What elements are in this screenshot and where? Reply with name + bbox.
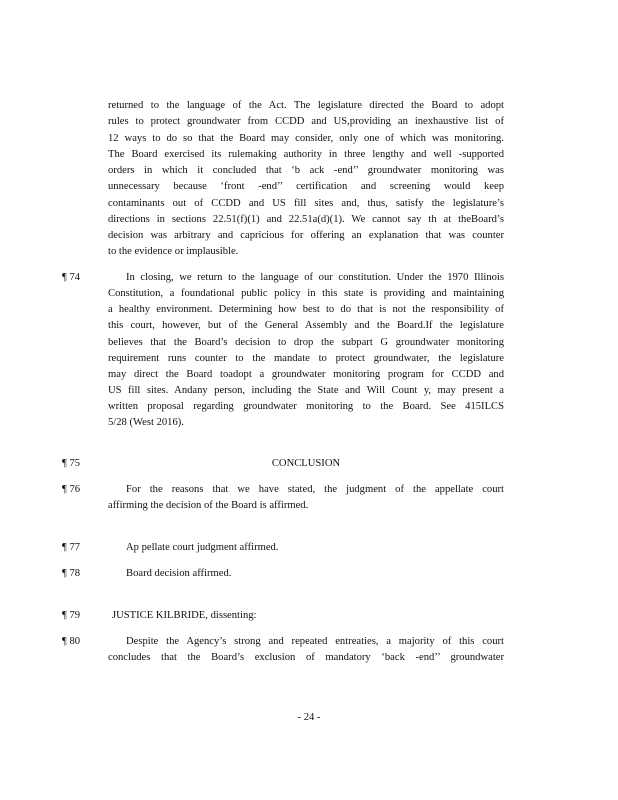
- body-line: this court, however, but of the General Assembly and the Board.If the legislature: [108, 320, 504, 331]
- paragraph-number: ¶ 79: [62, 610, 81, 621]
- body-line: requirement runs counter to the mandate to protect groundwater, the legislature: [108, 353, 504, 364]
- body-line: Despite the Agency’s strong and repeated entreaties, a majority of this court: [126, 636, 504, 647]
- body-line: directions in sections 22.51(f)(1) and 22.51a(d)(1). We cannot say th at theBoard’s: [108, 214, 504, 225]
- section-heading: CONCLUSION: [271, 458, 341, 469]
- dissent-heading: JUSTICE KILBRIDE, dissenting:: [112, 610, 257, 621]
- page-number: - 24 -: [297, 712, 321, 723]
- body-line: affirming the decision of the Board is affirmed.: [108, 500, 309, 511]
- body-line: written proposal regarding groundwater monitoring to the Board. See 415ILCS: [108, 401, 504, 412]
- body-line: The Board exercised its rulemaking authority in three lengthy and well -supported: [108, 149, 504, 160]
- body-line: returned to the language of the Act. The legislature directed the Board to adopt: [108, 100, 504, 111]
- body-line: decision was arbitrary and capricious for offering an explanation that was counter: [108, 230, 504, 241]
- body-line: unnecessary because ‘front -end’’ certification and screening would keep: [108, 181, 504, 192]
- body-line: believes that the Board’s decision to drop the subpart G groundwater monitoring: [108, 337, 504, 348]
- paragraph-number: ¶ 75: [62, 458, 81, 469]
- body-line: US fill sites. Andany person, including the State and Will Count y, may present a: [108, 385, 504, 396]
- paragraph-number: ¶ 78: [62, 568, 81, 579]
- body-line: rules to protect groundwater from CCDD and US,providing an inexhaustive list of: [108, 116, 504, 127]
- body-line: For the reasons that we have stated, the judgment of the appellate court: [126, 484, 504, 495]
- body-line: In closing, we return to the language of our constitution. Under the 1970 Illinois: [126, 272, 504, 283]
- paragraph-number: ¶ 80: [62, 636, 81, 647]
- body-line: orders in which it concluded that ‘b ack -end’’ groundwater monitoring was: [108, 165, 504, 176]
- body-line: a healthy environment. Determining how best to do that is not the responsibility of: [108, 304, 504, 315]
- body-line: Constitution, a foundational public policy in this state is providing and maintaining: [108, 288, 504, 299]
- body-line: Board decision affirmed.: [126, 568, 232, 579]
- body-line: contaminants out of CCDD and US fill sites and, thus, satisfy the legislature’s: [108, 198, 504, 209]
- body-line: 5/28 (West 2016).: [108, 417, 184, 428]
- body-line: may direct the Board toadopt a groundwater monitoring program for CCDD and: [108, 369, 504, 380]
- paragraph-number: ¶ 77: [62, 542, 81, 553]
- body-line: 12 ways to do so that the Board may consider, only one of which was monitoring.: [108, 133, 504, 144]
- paragraph-number: ¶ 76: [62, 484, 81, 495]
- body-line: concludes that the Board’s exclusion of mandatory ‘back -end’’ groundwater: [108, 652, 504, 663]
- paragraph-number: ¶ 74: [62, 272, 81, 283]
- body-line: to the evidence or implausible.: [108, 246, 239, 257]
- body-line: Ap pellate court judgment affirmed.: [126, 542, 279, 553]
